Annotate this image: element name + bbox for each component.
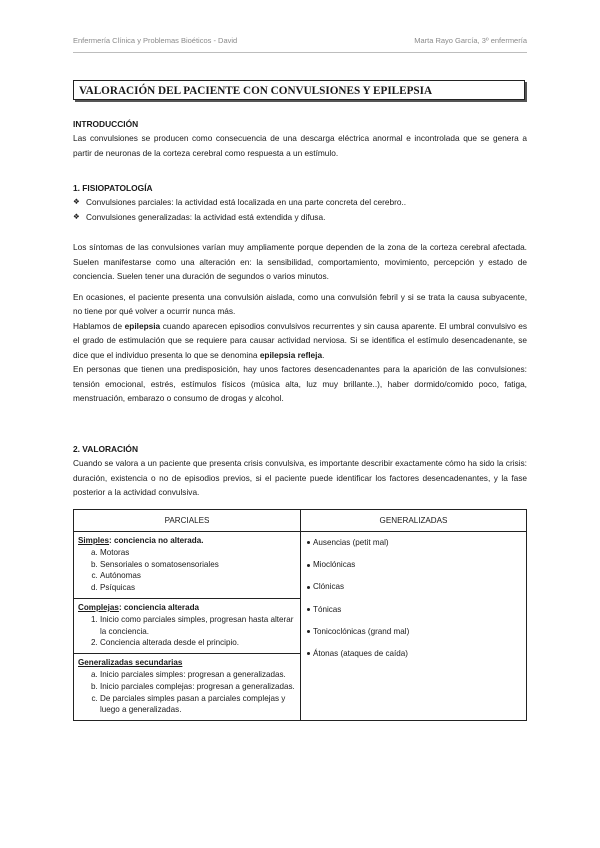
column-header-parciales: PARCIALES — [74, 510, 301, 532]
list-item: Tonicoclónicas (grand mal) — [307, 626, 526, 638]
seizure-types-table — [73, 509, 527, 721]
bullet-dot-icon — [307, 541, 310, 544]
header-course: Enfermería Clínica y Problemas Bioéticos - David — [73, 36, 238, 45]
bullet-dot-icon — [307, 652, 310, 655]
simples-block: Simples: conciencia no alterada. a. Motoras b. Sensoriales o somatosensoriales c. Autónomas d. Psíquicas — [74, 532, 300, 598]
list-item: ❖ Convulsiones parciales: la actividad está localizada en una parte concreta del cerebro.. — [73, 195, 527, 210]
list-item: b. Sensoriales o somatosensoriales — [100, 559, 296, 571]
page-header — [73, 36, 527, 45]
list-item: a. Motoras — [100, 547, 296, 559]
intro-heading: INTRODUCCIÓN — [73, 119, 139, 129]
diamond-bullet-icon: ❖ — [73, 197, 80, 206]
list-item: Mioclónicas — [307, 559, 526, 571]
list-item: 1. Inicio como parciales simples, progresan hasta alterar la conciencia. — [100, 614, 296, 638]
complejas-block: Complejas: conciencia alterada 1. Inicio como parciales simples, progresan hasta alterar la conciencia. 2. Conciencia alterada desde el principio. — [74, 598, 300, 653]
intro-section — [73, 117, 527, 160]
epilepsy-paragraph: Hablamos de epilepsia cuando aparecen episodios convulsivos recurrentes y sin causa aparente. El umbral convulsivo es el grado de estimulación que se requiere para causar actividad nerviosa. Si se identifica el estímulo desencadenante, se dice que el individuo presenta lo que se denomina epilepsia refleja. — [73, 320, 527, 360]
isolated-seizure-paragraph: En ocasiones, el paciente presenta una convulsión aislada, como una convulsión febril y si se trata la causa subyacente, no tiene por qué volver a ocurrir nunca más. — [73, 291, 527, 316]
list-item: a. Inicio parciales simples: progresan a generalizadas. — [100, 669, 296, 681]
valoracion-section — [73, 442, 527, 500]
list-item: Átonas (ataques de caída) — [307, 648, 526, 660]
fisio-paragraphs — [73, 240, 527, 406]
list-item: Ausencias (petit mal) — [307, 537, 526, 549]
header-divider — [73, 52, 527, 53]
valoracion-text: Cuando se valora a un paciente que presenta crisis convulsiva, es importante describir exactamente cómo ha sido la crisis: duración, existencia o no de episodios previos, si el paciente puede identificar los factores desencadenantes, y la fase posterior a la actividad convulsiva. — [73, 458, 527, 497]
parciales-cell — [74, 532, 301, 721]
header-author: Marta Rayo García, 3º enfermería — [414, 36, 527, 45]
column-header-generalizadas: GENERALIZADAS — [301, 510, 527, 532]
generalizadas-cell — [301, 532, 527, 721]
bullet-dot-icon — [307, 586, 310, 589]
list-item: Clónicas — [307, 581, 526, 593]
fisio-section — [73, 181, 527, 224]
list-item: c. De parciales simples pasan a parciales complejas y luego a generalizadas. — [100, 693, 296, 717]
symptoms-paragraph: Los síntomas de las convulsiones varían muy ampliamente porque dependen de la zona de la corteza cerebral afectada. Suelen manifestarse como una alteración en: la sensibilidad, comportamiento, movimiento, percepción y estado de conciencia. Suelen tener una duración de segundos o varios minutos. — [73, 242, 527, 281]
bullet-dot-icon — [307, 608, 310, 611]
document-title: VALORACIÓN DEL PACIENTE CON CONVULSIONES Y EPILEPSIA — [73, 80, 525, 100]
list-item: 2. Conciencia alterada desde el principio. — [100, 637, 296, 649]
bullet-dot-icon — [307, 564, 310, 567]
list-item: Tónicas — [307, 604, 526, 616]
fisio-bullets — [73, 195, 527, 224]
diamond-bullet-icon: ❖ — [73, 211, 80, 221]
list-item: c. Autónomas — [100, 570, 296, 582]
fisio-heading: 1. FISIOPATOLOGÍA — [73, 183, 153, 193]
intro-text: Las convulsiones se producen como consecuencia de una descarga eléctrica anormal e incontrolada que se genera a partir de neuronas de la corteza cerebral como respuesta a un estímulo. — [73, 133, 527, 158]
secundarias-block: Generalizadas secundarias a. Inicio parciales simples: progresan a generalizadas. b. Inicio parciales complejas: progresan a generalizadas. c. De parciales simples pasan a parciales complejas y luego a generalizadas. — [74, 653, 300, 720]
list-item: b. Inicio parciales complejas: progresan a generalizadas. — [100, 681, 296, 693]
list-item: d. Psíquicas — [100, 582, 296, 594]
valoracion-heading: 2. VALORACIÓN — [73, 444, 138, 454]
triggers-paragraph: En personas que tienen una predisposición, hay unos factores desencadenantes para la aparición de las convulsiones: tensión emocional, estrés, estímulos físicos (música alta, luz muy brillante..), haber dormido/comido poco, fatiga, menstruación, embarazo o consumo de drogas y alcohol. — [73, 364, 527, 403]
list-item: ❖ Convulsiones generalizadas: la actividad está extendida y difusa. — [73, 210, 527, 225]
bullet-dot-icon — [307, 630, 310, 633]
